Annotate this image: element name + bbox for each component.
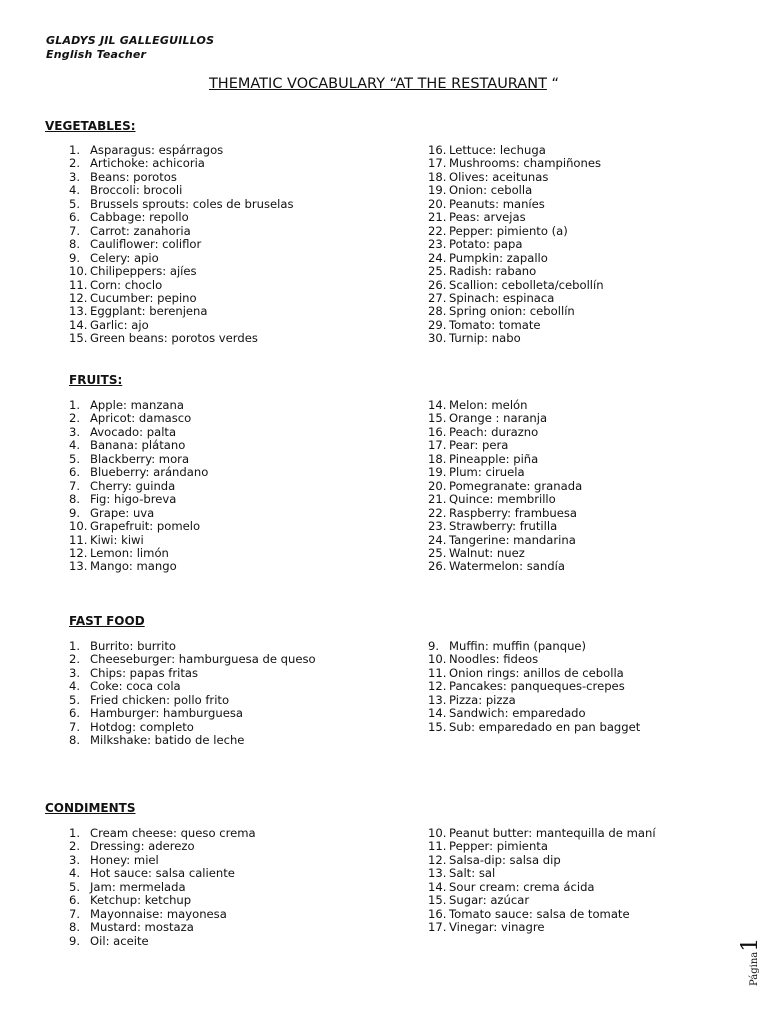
list-item-text: Pineapple: piña (449, 451, 539, 466)
list-item (428, 867, 656, 880)
list-item (69, 667, 316, 680)
list-item-text: Fried chicken: pollo frito (90, 692, 230, 707)
list-item (69, 171, 294, 184)
list-item-number: 14. (69, 317, 88, 332)
list-item-text: Milkshake: batido de leche (90, 733, 245, 748)
list-item (428, 332, 604, 345)
list-item-number: 13. (428, 692, 447, 707)
list-item-number: 10. (428, 652, 447, 667)
list-item (69, 840, 256, 853)
list-item-number: 5. (69, 879, 81, 894)
list-item-number: 1. (69, 639, 81, 653)
list-item (69, 867, 256, 880)
list-item-number: 28. (428, 304, 447, 319)
fruits-list-right (428, 399, 582, 574)
list-item-text: Kiwi: kiwi (90, 532, 144, 547)
list-item-text: Apricot: damasco (90, 411, 192, 426)
list-item-text: Scallion: cebolleta/cebollín (449, 277, 604, 292)
vegetables-heading: VEGETABLES: (45, 119, 136, 133)
list-item (69, 547, 208, 560)
list-item-text: Peanuts: maníes (449, 196, 545, 211)
fastfood-list-right (428, 640, 640, 734)
fruits-list-left (69, 399, 208, 574)
list-item (69, 399, 208, 412)
list-item (69, 252, 294, 265)
list-item-text: Lettuce: lechuga (449, 143, 546, 157)
list-item-text: Corn: choclo (90, 277, 163, 292)
list-item-number: 6. (69, 210, 81, 225)
list-item-text: Celery: apio (90, 250, 159, 265)
list-item-text: Potato: papa (449, 237, 523, 252)
list-item-text: Spring onion: cebollín (449, 304, 575, 319)
list-item (428, 171, 604, 184)
list-item (428, 238, 604, 251)
list-item-text: Coke: coca cola (90, 679, 181, 694)
list-item-text: Grapefruit: pomelo (90, 519, 201, 534)
list-item-number: 12. (69, 290, 88, 305)
list-item-number: 4. (69, 679, 81, 694)
list-item-number: 20. (428, 196, 447, 211)
page-number: 1 (738, 937, 763, 952)
list-item (428, 426, 582, 439)
list-item (69, 157, 294, 170)
list-item-text: Muffin: muffin (panque) (449, 639, 587, 653)
list-item (69, 694, 316, 707)
list-item (69, 184, 294, 197)
list-item-text: Hot sauce: salsa caliente (90, 866, 235, 881)
list-item-text: Sandwich: emparedado (449, 706, 586, 721)
list-item-text: Cheeseburger: hamburguesa de queso (90, 652, 316, 667)
list-item (69, 560, 208, 573)
list-item-number: 15. (428, 411, 447, 426)
list-item-number: 17. (428, 438, 447, 453)
list-item-number: 14. (428, 879, 447, 894)
list-item-number: 19. (428, 183, 447, 198)
list-item-text: Sugar: azúcar (449, 893, 530, 908)
list-item-number: 10. (69, 264, 88, 279)
list-item-text: Broccoli: brocoli (90, 183, 183, 198)
list-item-number: 29. (428, 317, 447, 332)
vegetables-list-right (428, 144, 604, 346)
list-item (428, 921, 656, 934)
list-item (69, 238, 294, 251)
list-item-text: Turnip: nabo (449, 331, 521, 346)
list-item-text: Mushrooms: champiñones (449, 156, 602, 171)
list-item-number: 11. (428, 839, 447, 854)
list-item-number: 21. (428, 492, 447, 507)
list-item-text: Raspberry: frambuesa (449, 505, 577, 520)
list-item-number: 14. (428, 706, 447, 721)
list-item-number: 11. (69, 532, 88, 547)
list-item-text: Carrot: zanahoria (90, 223, 191, 238)
list-item (428, 466, 582, 479)
list-item (69, 265, 294, 278)
author-name: GLADYS JIL GALLEGUILLOS (46, 34, 215, 47)
list-item-text: Sub: emparedado en pan bagget (449, 719, 641, 734)
list-item-text: Melon: melón (449, 398, 528, 412)
list-item-number: 5. (69, 692, 81, 707)
list-item-number: 3. (69, 424, 81, 439)
list-item (69, 935, 256, 948)
list-item-number: 3. (69, 665, 81, 680)
list-item-number: 6. (69, 893, 81, 908)
list-item (69, 721, 316, 734)
list-item-text: Cream cheese: queso crema (90, 826, 256, 840)
list-item-text: Artichoke: achicoria (90, 156, 205, 171)
list-item-number: 7. (69, 478, 81, 493)
list-item (69, 279, 294, 292)
list-item (69, 881, 256, 894)
list-item (428, 840, 656, 853)
list-item (428, 640, 640, 653)
list-item (428, 881, 656, 894)
list-item-number: 21. (428, 210, 447, 225)
list-item-number: 3. (69, 169, 81, 184)
vegetables-list-left (69, 144, 294, 346)
list-item (428, 319, 604, 332)
list-item-number: 4. (69, 866, 81, 881)
list-item-text: Onion: cebolla (449, 183, 533, 198)
list-item (69, 493, 208, 506)
list-item-number: 7. (69, 719, 81, 734)
list-item-text: Cherry: guinda (90, 478, 176, 493)
list-item-text: Mayonnaise: mayonesa (90, 906, 227, 921)
list-item-text: Pear: pera (449, 438, 509, 453)
list-item (69, 534, 208, 547)
list-item-number: 4. (69, 183, 81, 198)
condiments-heading: CONDIMENTS (45, 801, 136, 815)
list-item-number: 23. (428, 519, 447, 534)
list-item-number: 3. (69, 852, 81, 867)
list-item (428, 894, 656, 907)
list-item (428, 707, 640, 720)
list-item-number: 6. (69, 706, 81, 721)
list-item-text: Pomegranate: granada (449, 478, 583, 493)
list-item (428, 694, 640, 707)
list-item-text: Walnut: nuez (449, 545, 525, 560)
list-item-number: 13. (428, 866, 447, 881)
list-item-text: Hotdog: completo (90, 719, 194, 734)
page-title-tail: “ (546, 76, 560, 92)
list-item-text: Avocado: palta (90, 424, 177, 439)
list-item-number: 25. (428, 545, 447, 560)
list-item-number: 10. (69, 519, 88, 534)
list-item-text: Mango: mango (90, 559, 177, 574)
list-item-number: 9. (69, 250, 81, 265)
list-item-text: Mustard: mostaza (90, 920, 194, 935)
list-item (69, 292, 294, 305)
list-item-text: Blackberry: mora (90, 451, 190, 466)
list-item-text: Pizza: pizza (449, 692, 516, 707)
list-item-number: 12. (428, 852, 447, 867)
list-item (69, 640, 316, 653)
list-item-number: 15. (69, 331, 88, 346)
list-item-number: 9. (69, 933, 81, 948)
list-item (69, 305, 294, 318)
list-item (428, 547, 582, 560)
list-item-text: Sour cream: crema ácida (449, 879, 595, 894)
list-item-text: Dressing: aderezo (90, 839, 195, 854)
list-item (69, 520, 208, 533)
list-item-text: Vinegar: vinagre (449, 920, 545, 935)
list-item-number: 19. (428, 465, 447, 480)
list-item-number: 24. (428, 250, 447, 265)
list-item (428, 305, 604, 318)
condiments-list-left (69, 827, 256, 948)
list-item (428, 399, 582, 412)
list-item (428, 534, 582, 547)
list-item-text: Apple: manzana (90, 398, 184, 412)
list-item-text: Onion rings: anillos de cebolla (449, 665, 624, 680)
list-item-number: 8. (69, 492, 81, 507)
page-number-rotated (738, 938, 763, 986)
list-item (428, 908, 656, 921)
list-item (428, 252, 604, 265)
list-item-text: Garlic: ajo (90, 317, 149, 332)
list-item (69, 827, 256, 840)
list-item-text: Chilipeppers: ajíes (90, 264, 197, 279)
list-item-number: 11. (69, 277, 88, 292)
list-item (69, 734, 316, 747)
list-item (428, 144, 604, 157)
list-item-text: Cucumber: pepino (90, 290, 197, 305)
list-item (428, 721, 640, 734)
list-item (69, 332, 294, 345)
list-item-text: Peas: arvejas (449, 210, 526, 225)
list-item-text: Oil: aceite (90, 933, 149, 948)
list-item-number: 1. (69, 143, 81, 157)
list-item-number: 15. (428, 719, 447, 734)
list-item (69, 144, 294, 157)
list-item-text: Watermelon: sandía (449, 559, 565, 574)
list-item (69, 680, 316, 693)
list-item-text: Eggplant: berenjena (90, 304, 208, 319)
list-item-number: 6. (69, 465, 81, 480)
list-item-number: 30. (428, 331, 447, 346)
list-item (69, 921, 256, 934)
list-item-number: 16. (428, 143, 447, 157)
list-item (428, 292, 604, 305)
list-item (428, 854, 656, 867)
list-item (428, 667, 640, 680)
list-item-number: 7. (69, 223, 81, 238)
list-item-number: 23. (428, 237, 447, 252)
list-item-number: 1. (69, 398, 81, 412)
list-item-number: 26. (428, 277, 447, 292)
list-item-text: Cabbage: repollo (90, 210, 189, 225)
list-item (428, 480, 582, 493)
list-item-text: Chips: papas fritas (90, 665, 199, 680)
list-item-number: 17. (428, 156, 447, 171)
list-item-text: Asparagus: espárragos (90, 143, 224, 157)
list-item-number: 2. (69, 156, 81, 171)
list-item (428, 680, 640, 693)
list-item (428, 265, 604, 278)
list-item-number: 18. (428, 451, 447, 466)
list-item (428, 198, 604, 211)
list-item (428, 439, 582, 452)
condiments-list-right (428, 827, 656, 935)
list-item-text: Fig: higo-breva (90, 492, 177, 507)
list-item (428, 560, 582, 573)
list-item-text: Spinach: espinaca (449, 290, 555, 305)
author-block (46, 34, 214, 62)
list-item (69, 225, 294, 238)
list-item-text: Cauliflower: coliflor (90, 237, 202, 252)
list-item-text: Jam: mermelada (90, 879, 186, 894)
list-item (428, 184, 604, 197)
list-item-text: Radish: rabano (449, 264, 537, 279)
list-item-text: Plum: ciruela (449, 465, 525, 480)
list-item-number: 14. (428, 398, 447, 412)
list-item-text: Peanut butter: mantequilla de maní (449, 826, 656, 840)
list-item-text: Lemon: limón (90, 545, 169, 560)
list-item-text: Quince: membrillo (449, 492, 556, 507)
list-item-text: Salt: sal (449, 866, 496, 881)
list-item (69, 453, 208, 466)
list-item (69, 426, 208, 439)
list-item-text: Noodles: fideos (449, 652, 539, 667)
list-item-number: 7. (69, 906, 81, 921)
list-item-number: 9. (69, 505, 81, 520)
list-item-number: 11. (428, 665, 447, 680)
list-item (69, 211, 294, 224)
list-item (69, 319, 294, 332)
list-item-text: Honey: miel (90, 852, 159, 867)
list-item (69, 507, 208, 520)
list-item-text: Peach: durazno (449, 424, 539, 439)
list-item-number: 4. (69, 438, 81, 453)
list-item (428, 507, 582, 520)
page-title-main: THEMATIC VOCABULARY “AT THE RESTAURANT (208, 76, 547, 92)
list-item-number: 17. (428, 920, 447, 935)
list-item-text: Strawberry: frutilla (449, 519, 558, 534)
list-item (428, 211, 604, 224)
page-number-label (728, 930, 768, 990)
list-item-text: Blueberry: arándano (90, 465, 209, 480)
list-item-text: Pancakes: panqueques-crepes (449, 679, 625, 694)
list-item-number: 13. (69, 304, 88, 319)
list-item-number: 10. (428, 826, 447, 840)
list-item-number: 2. (69, 411, 81, 426)
list-item-text: Pepper: pimienta (449, 839, 548, 854)
list-item-text: Brussels sprouts: coles de bruselas (90, 196, 294, 211)
list-item-number: 2. (69, 839, 81, 854)
list-item-number: 9. (428, 639, 440, 653)
page-word: Página (749, 951, 760, 986)
list-item-text: Tomato: tomate (449, 317, 541, 332)
list-item-number: 1. (69, 826, 81, 840)
list-item-text: Beans: porotos (90, 169, 177, 184)
list-item-number: 18. (428, 169, 447, 184)
list-item-text: Burrito: burrito (90, 639, 176, 653)
list-item (69, 894, 256, 907)
list-item-number: 8. (69, 920, 81, 935)
list-item-text: Pepper: pimiento (a) (449, 223, 568, 238)
list-item-text: Salsa-dip: salsa dip (449, 852, 561, 867)
list-item-number: 8. (69, 733, 81, 748)
list-item (428, 412, 582, 425)
list-item-text: Green beans: porotos verdes (90, 331, 258, 346)
list-item-number: 27. (428, 290, 447, 305)
list-item (69, 854, 256, 867)
list-item (428, 653, 640, 666)
list-item-text: Tomato sauce: salsa de tomate (449, 906, 630, 921)
list-item (69, 466, 208, 479)
list-item-number: 13. (69, 559, 88, 574)
list-item (69, 412, 208, 425)
list-item (428, 493, 582, 506)
list-item (428, 279, 604, 292)
list-item-text: Orange : naranja (449, 411, 548, 426)
list-item (428, 827, 656, 840)
list-item-number: 2. (69, 652, 81, 667)
list-item-number: 24. (428, 532, 447, 547)
page-title (0, 76, 768, 92)
list-item-number: 22. (428, 505, 447, 520)
fastfood-heading: FAST FOOD (69, 614, 145, 628)
list-item-number: 26. (428, 559, 447, 574)
list-item-text: Ketchup: ketchup (90, 893, 192, 908)
list-item-number: 15. (428, 893, 447, 908)
list-item-number: 5. (69, 196, 81, 211)
list-item (428, 453, 582, 466)
list-item-number: 12. (69, 545, 88, 560)
list-item (428, 225, 604, 238)
list-item (69, 480, 208, 493)
list-item-number: 16. (428, 424, 447, 439)
list-item (69, 707, 316, 720)
list-item (69, 653, 316, 666)
list-item-text: Pumpkin: zapallo (449, 250, 548, 265)
list-item-number: 20. (428, 478, 447, 493)
fruits-heading: FRUITS: (69, 373, 123, 387)
list-item-text: Hamburger: hamburguesa (90, 706, 244, 721)
list-item (428, 157, 604, 170)
list-item (69, 198, 294, 211)
list-item-text: Banana: plátano (90, 438, 186, 453)
list-item-number: 22. (428, 223, 447, 238)
fastfood-list-left (69, 640, 316, 748)
list-item-text: Tangerine: mandarina (449, 532, 576, 547)
list-item-number: 8. (69, 237, 81, 252)
list-item-number: 16. (428, 906, 447, 921)
list-item-text: Olives: aceitunas (449, 169, 549, 184)
list-item-number: 5. (69, 451, 81, 466)
list-item-number: 25. (428, 264, 447, 279)
list-item (69, 439, 208, 452)
list-item-number: 12. (428, 679, 447, 694)
list-item (428, 520, 582, 533)
author-role: English Teacher (46, 48, 147, 61)
list-item-text: Grape: uva (90, 505, 155, 520)
list-item (69, 908, 256, 921)
